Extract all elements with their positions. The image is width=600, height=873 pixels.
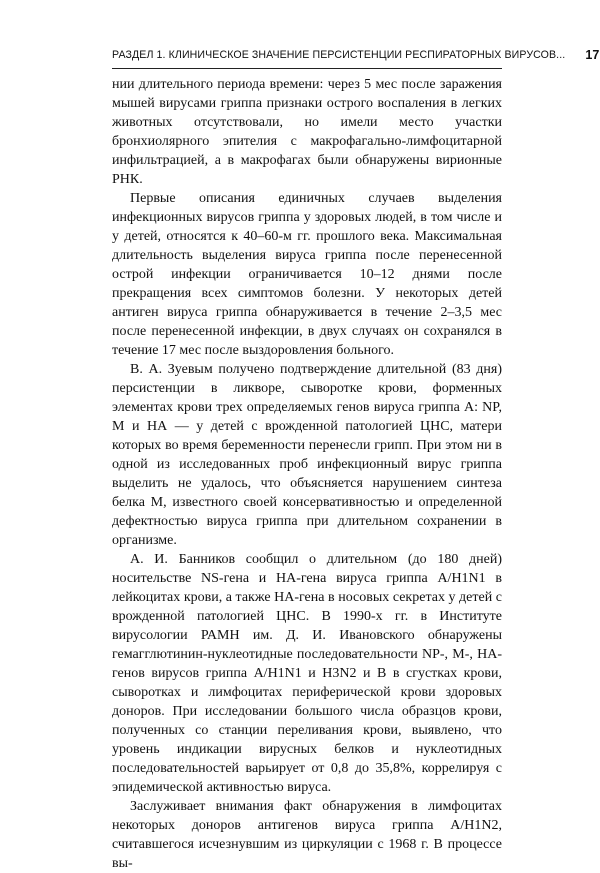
paragraph: А. И. Банников сообщил о длительном (до 180 дней) носительстве NS-гена и НА-гена вируса гриппа A/H1N1 в лейкоцитах крови, а также НА-гена в носовых секретах у детей с врожденной патологией ЦНС. В 1990-х гг. в Институте вирусологии РАМН им. Д. И. Ивановского обнаружены гемагглютинин-нуклеотидные последовательности NP-, М-, НА-генов вирусов гриппа A/H1N1 и H3N2 и В в сгустках крови, сыворотках и лимфоцитах периферической крови здоровых доноров. При исследовании большого числа образцов крови, полученных со станции переливания крови, выявлено, что уровень индикации вирусных белков и нуклеотидных последовательностей варьирует от 0,8 до 35,8%, коррелируя с эпидемической активностью вируса. — [112, 552, 502, 795]
header-rule — [112, 68, 502, 69]
paragraph: Заслуживает внимания факт обнаружения в лимфоцитах некоторых доноров антигенов вируса гриппа A/H1N2, считавшегося исчезнувшим из циркуляции с 1968 г. В процессе вы- — [112, 799, 502, 871]
page-number: 17 — [585, 48, 600, 62]
running-header — [112, 44, 600, 66]
paragraph: Первые описания единичных случаев выделения инфекционных вирусов гриппа у здоровых людей, в том числе и у детей, относятся к 40–60-м гг. прошлого века. Максимальная длительность выделения вируса гриппа после перенесенной острой инфекции ограничивается 10–12 днями после прекращения всех симптомов болезни. У некоторых детей антиген вируса гриппа обнаруживается в течение 2–3,5 мес после перенесенной инфекции, в двух случаях он сохранялся в течение 17 мес после выздоровления больного. — [112, 191, 502, 358]
section-title: РАЗДЕЛ 1. КЛИНИЧЕСКОЕ ЗНАЧЕНИЕ ПЕРСИСТЕНЦИИ РЕСПИРАТОРНЫХ ВИРУСОВ... — [112, 49, 566, 61]
body-text — [112, 75, 502, 873]
paragraph: В. А. Зуевым получено подтверждение длительной (83 дня) персистенции в ликворе, сыворотке крови, форменных элементах крови трех определяемых генов вируса гриппа А: NP, М и НА — у детей с врожденной патологией ЦНС, матери которых во время беременности перенесли грипп. При этом ни в одной из исследованных проб инфекционный вирус гриппа выделить не удалось, что объясняется нарушением синтеза белка М, известного своей консервативностью и определенной дефектностью вируса гриппа при длительном сохранении в организме. — [112, 362, 502, 548]
paragraph-continued: нии длительного периода времени: через 5 мес после заражения мышей вирусами гриппа признаки острого воспаления в легких животных отсутствовали, но имели место участки бронхиолярного эпителия с макрофагально-лимфоцитарной инфильтрацией, а в макрофагах были обнаружены вирионные РНК. — [112, 77, 502, 187]
